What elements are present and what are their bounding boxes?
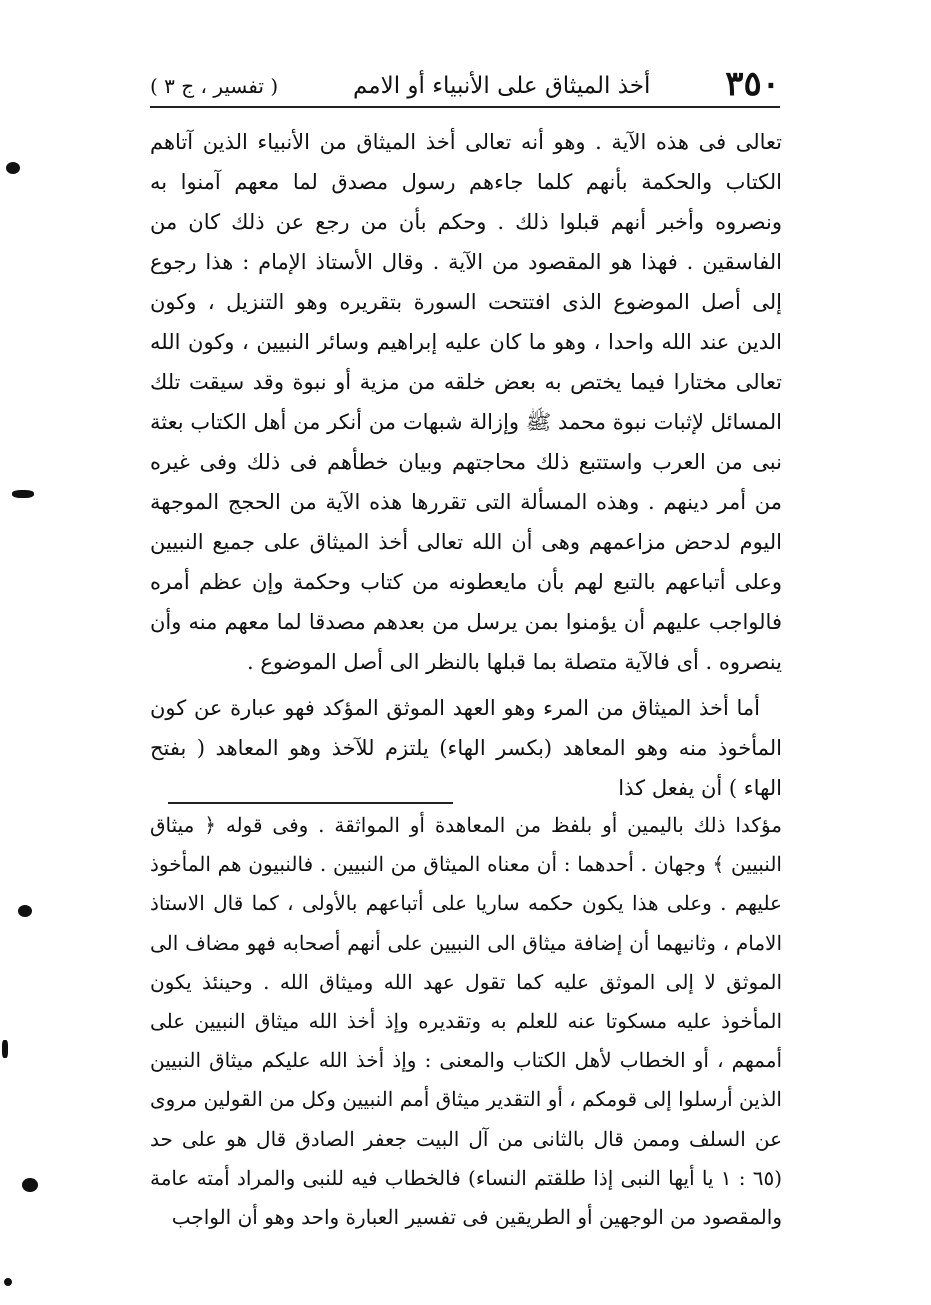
footnote-divider	[168, 802, 453, 804]
main-paragraph-2: أما أخذ الميثاق من المرء وهو العهد الموثق المؤكد فهو عبارة عن كون المأخوذ منه وهو المعاهد (بكسر الهاء) يلتزم للآخذ وهو المعاهد ( بفتح الهاء ) أن يفعل كذا	[150, 696, 782, 800]
scan-speck	[22, 1178, 38, 1192]
scan-speck	[12, 490, 34, 498]
volume-reference: ( تفسير ، ج ٣ )	[150, 74, 279, 98]
page-header	[150, 52, 780, 108]
scan-speck	[6, 162, 20, 174]
running-title: أخذ الميثاق على الأنبياء أو الامم	[352, 73, 651, 99]
footnote-paragraph: مؤكدا ذلك باليمين أو بلفظ من المعاهدة أو المواثقة . وفى قوله ﴿ ميثاق النبيين ﴾ وجهان . أحدهما : أن معناه الميثاق من النبيين . فالنبيون هم المأخوذ عليهم . وعلى هذا يكون حكمه ساريا على أتباعهم بالأولى ، كما قال الاستاذ الامام ، وثانيهما أن إضافة ميثاق الى النبيين على أنهم أصحابه فهو مضاف الى الموثق لا إلى الموثق عليه كما تقول عهد الله وميثاق الله . وحينئذ يكون المأخوذ عليه مسكوتا عنه للعلم به وتقديره وإذ أخذ الله ميثاق النبيين على أممهم ، أو الخطاب لأهل الكتاب والمعنى : وإذ أخذ الله عليكم ميثاق النبيين الذين أرسلوا إلى قومكم ، أو التقدير ميثاق أمم النبيين وكل من القولين مروى عن السلف وممن قال بالثانى من آل البيت جعفر الصادق قال هو على حد (٦٥ : ١ يا أيها النبى إذا طلقتم النساء) فالخطاب فيه للنبى والمراد أمته عامة والمقصود من الوجهين أو الطريقين فى تفسير العبارة واحد وهو أن الواجب	[150, 813, 782, 1230]
main-text	[150, 122, 782, 808]
footnote-text	[150, 806, 782, 1237]
main-paragraph-1: تعالى فى هذه الآية . وهو أنه تعالى أخذ الميثاق من الأنبياء الذين آتاهم الكتاب والحكمة بأنهم كلما جاءهم رسول مصدق لما معهم آمنوا به ونصروه وأخبر أنهم قبلوا ذلك . وحكم بأن من رجع عن ذلك كان من الفاسقين . فهذا هو المقصود من الآية . وقال الأستاذ الإمام : هذا رجوع إلى أصل الموضوع الذى افتتحت السورة بتقريره وهو التنزيل ، وكون الدين عند الله واحدا ، وهو ما كان عليه إبراهيم وسائر النبيين ، وكون الله تعالى مختارا فيما يختص به بعض خلقه من مزية أو نبوة وقد سيقت تلك المسائل لإثبات نبوة محمد ﷺ وإزالة شبهات من أنكر من أهل الكتاب بعثة نبى من العرب واستتبع ذلك محاجتهم وبيان خطأهم فى ذلك وفى غيره من أمر دينهم . وهذه المسألة التى تقررها هذه الآية من الحجج الموجهة اليوم لدحض مزاعمهم وهى أن الله تعالى أخذ الميثاق على جميع النبيين وعلى أتباعهم بالتبع لهم بأن مايعطونه من كتاب وحكمة وإن عظم أمره فالواجب عليهم أن يؤمنوا بمن يرسل من بعدهم مصدقا لما معهم منه وأن ينصروه . أى فالآية متصلة بما قبلها بالنظر الى أصل الموضوع .	[150, 130, 782, 674]
page-number: ٣٥٠	[725, 64, 780, 104]
scan-speck	[2, 1040, 8, 1058]
scan-speck	[18, 905, 32, 917]
scan-speck	[4, 1278, 12, 1286]
